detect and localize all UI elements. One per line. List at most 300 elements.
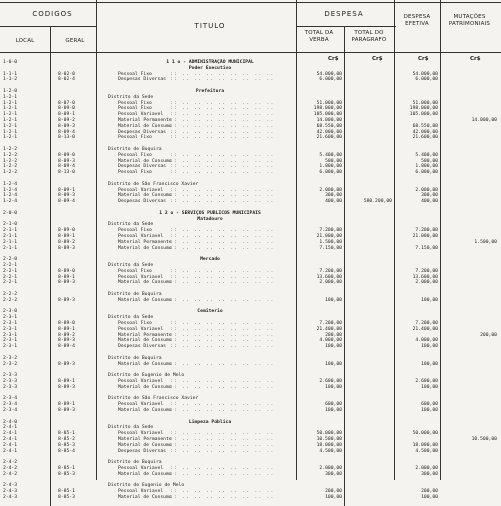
leader-dots: :: .. .. .. .. .. .. .. .. [170,448,275,454]
row-title: 1 2 o - SERVIÇOS PUBLICOS MUNICIPAIS [159,210,261,216]
code-local: 2-3-4 [3,408,18,413]
code-local: 2-4-1 [3,425,18,431]
code-geral: 8-89-2 [58,239,75,245]
total-verba-value: 100,00 [325,361,342,367]
despesa-efetiva-value: 2.000,00 [415,187,438,193]
row-title: Pessoal Variavel [118,187,164,193]
leader-dots: :: .. .. .. .. .. .. .. .. [170,71,275,77]
leader-dots: :: .. .. .. .. .. .. .. .. [170,361,275,367]
code-geral: 8-89-3 [58,297,75,303]
row-title: Material de Consumo [118,471,172,477]
code-local: 2-2-1 [3,263,18,268]
total-verba-value: 7.200,00 [319,268,342,274]
code-geral: 8-89-3 [58,408,75,413]
code-geral: 8-85-3 [58,495,75,500]
code-geral: 8-89-2 [58,332,75,338]
row-title: Material Permanente [118,239,172,245]
row-title: Distrito da Sede [108,315,154,321]
local-heading: LOCAL [15,38,35,44]
code-local: 2-3-1 [3,321,18,326]
leader-dots: :: .. .. .. .. .. .. .. .. [170,239,275,245]
row-title: Pessoal Fixo [118,152,152,158]
code-local: 2-3-2 [3,361,18,367]
total-verba-value: 2.000,00 [319,280,342,286]
code-local: 2-3-1 [3,332,18,338]
code-geral: 8-09-2 [58,118,75,123]
leader-dots: :: .. .. .. .. .. .. .. .. [170,245,275,251]
row-title: Pessoal Fixo [118,71,152,77]
leader-dots: :: .. .. .. .. .. .. .. .. [170,234,275,239]
code-local: 2-1-0 [3,222,18,228]
code-local: 1-1-1 [3,71,18,77]
leader-dots: :: .. .. .. .. .. .. .. .. [170,135,275,141]
code-local: 2-2-2 [3,297,18,303]
row-title: Pessoal Variavel [118,234,164,239]
row-title: Material Permanente [118,332,172,338]
code-local: 2-4-0 [3,419,18,425]
code-local: 2-1-1 [3,228,18,234]
leader-dots: :: .. .. .. .. .. .. .. .. [170,402,275,408]
leader-dots: :: .. .. .. .. .. .. .. .. [170,332,275,338]
row-title: Pessoal Variavel [118,466,164,471]
currency-mutacoes: Cr$ [470,56,481,62]
row-title: Pessoal Variavel [118,402,164,408]
total-verba-value: 100,00 [325,495,342,500]
total-verba-value: 14.000,00 [316,118,342,123]
code-geral: 8-89-3 [58,280,75,286]
despesa-efetiva-heading: DESPESA EFETIVA [403,14,431,27]
total-verba-value: 51.000,00 [316,100,342,106]
leader-dots: :: .. .. .. .. .. .. .. .. [170,123,275,129]
geral-heading: GERAL [65,38,85,44]
total-verba-value: 400,00 [325,199,342,205]
total-verba-value: 50.000,00 [316,431,342,437]
code-geral: 8-85-1 [58,431,75,437]
row-title: Pessoal Fixo [118,268,152,274]
row-title: Material de Consumo [118,442,172,448]
code-local: 2-1-1 [3,245,18,251]
leader-dots: :: .. .. .. .. .. .. .. .. [170,170,275,176]
code-local: 1-1-2 [3,77,18,83]
leader-dots: :: .. .. .. .. .. .. .. .. [170,129,275,135]
despesa-efetiva-value: 198.000,00 [409,106,438,112]
row-title: Material Permanente [118,437,172,442]
code-geral: 8-09-0 [58,106,75,112]
code-local: 1-2-1 [3,106,18,112]
leader-dots: :: .. .. .. .. .. .. .. .. [170,106,275,112]
code-local: 1-2-2 [3,147,18,152]
code-local: 2-3-1 [3,315,18,321]
code-local: 1-2-4 [3,187,18,193]
despesa-efetiva-value: 300,00 [421,471,438,477]
row-title: Despesas Diversas [118,448,166,454]
code-geral: 8-02-4 [58,77,75,83]
row-title: Pessoal Variavel [118,379,164,384]
header-top-rule [0,2,501,3]
leader-dots: :: .. .. .. .. .. .. .. .. [170,321,275,326]
despesa-efetiva-value: 54.000,00 [412,71,438,77]
currency-paragrafo: Cr$ [372,56,383,62]
row-title: Prefeitura [195,89,225,94]
leader-dots: :: .. .. .. .. .. .. .. .. [170,199,275,205]
despesa-efetiva-value: 300,00 [421,193,438,199]
despesa-efetiva-value: 5.400,00 [415,152,438,158]
despesa-efetiva-value: 13.600,00 [412,274,438,280]
code-local: 1-2-1 [3,118,18,123]
despesa-efetiva-value: 7.200,00 [415,228,438,234]
code-geral: 8-02-0 [58,71,75,77]
leader-dots: :: .. .. .. .. .. .. .. .. [170,193,275,199]
code-geral: 8-89-1 [58,402,75,408]
leader-dots: :: .. .. .. .. .. .. .. .. [170,158,275,164]
row-title: Pessoal Variavel [118,489,164,495]
leader-dots: :: .. .. .. .. .. .. .. .. [170,228,275,234]
row-title: Matadouro [197,216,223,222]
leader-dots: :: .. .. .. .. .. .. .. .. [170,297,275,303]
total-verba-value: 500,00 [325,158,342,164]
total-verba-value: 200,00 [325,332,342,338]
code-local: 1-2-1 [3,129,18,135]
despesa-efetiva-value: 7.200,00 [415,321,438,326]
total-verba-value: 600,00 [325,402,342,408]
code-local: 2-1-1 [3,234,18,239]
leader-dots: :: .. .. .. .. .. .. .. .. [170,326,275,332]
row-title: Material de Consumo [118,245,172,251]
row-title: Distrito de São Francisco Xavier [108,181,199,187]
row-title: Pessoal Fixo [118,100,152,106]
leader-dots: :: .. .. .. .. .. .. .. .. [170,118,275,123]
despesa-efetiva-value: 6.000,00 [415,77,438,83]
code-local: 2-4-1 [3,442,18,448]
codigos-subrule [0,26,96,27]
code-local: 2-1-1 [3,239,18,245]
code-local: 1-2-1 [3,123,18,129]
despesa-efetiva-value: 18.000,00 [412,442,438,448]
row-title: Pessoal Variavel [118,431,164,437]
row-title: Mercado [200,257,220,263]
total-verba-value: 42.000,00 [316,129,342,135]
leader-dots: :: .. .. .. .. .. .. .. .. [170,152,275,158]
table-row [0,495,501,501]
row-title: Pessoal Fixo [118,135,152,141]
despesa-efetiva-value: 200,00 [421,489,438,495]
total-paragrafo-value: 580.200,00 [363,199,392,205]
row-title: Material de Consumo [118,280,172,286]
code-local: 2-4-3 [3,489,18,495]
code-geral: 8-09-3 [58,158,75,164]
row-title: Distrito da Sede [108,222,154,228]
code-local: 2-3-3 [3,373,18,379]
code-geral: 8-09-4 [58,164,75,170]
row-title: Limpeza Pública [188,419,232,425]
code-local: 1-2-2 [3,158,18,164]
row-title: Distrito da Sede [108,94,154,100]
total-verba-value: 7.200,00 [319,228,342,234]
code-geral: 8-89-0 [58,268,75,274]
leader-dots: :: .. .. .. .. .. .. .. .. [170,274,275,280]
row-title: Distrito da Sede [108,263,154,268]
code-local: 1-2-1 [3,100,18,106]
currency-verba: Cr$ [328,56,339,62]
despesa-efetiva-value: 500,00 [421,158,438,164]
code-local: 2-3-4 [3,402,18,408]
code-local: 2-0-0 [3,210,18,216]
total-verba-value: 100,00 [325,344,342,350]
total-verba-value: 100,00 [325,408,342,413]
total-verba-value: 10.500,00 [316,437,342,442]
code-local: 2-2-1 [3,280,18,286]
despesa-efetiva-value: 100,00 [421,408,438,413]
total-verba-value: 54.000,00 [316,71,342,77]
leader-dots: :: .. .. .. .. .. .. .. .. [170,187,275,193]
row-title: Distrito de Buquira [108,355,162,361]
despesa-efetiva-value: 7.200,00 [415,268,438,274]
code-local: 2-4-2 [3,466,18,471]
row-title: Pessoal Fixo [118,228,152,234]
code-geral: 8-89-0 [58,228,75,234]
code-geral: 8-85-4 [58,448,75,454]
mutacoes-value: 200,00 [480,332,497,338]
codigos-heading: CODIGOS [32,10,73,18]
row-title: Material de Consumo [118,123,172,129]
row-title: Material Permanente [118,118,172,123]
code-geral: 8-07-0 [58,100,75,106]
code-geral: 8-13-0 [58,135,75,141]
currency-efetiva: Cr$ [418,56,429,62]
despesa-efetiva-value: 2.600,00 [415,379,438,384]
leader-dots: :: .. .. .. .. .. .. .. .. [170,489,275,495]
despesa-efetiva-value: 21.400,00 [412,326,438,332]
code-local: 2-2-2 [3,292,18,297]
code-local: 1-2-4 [3,193,18,199]
total-verba-value: 200,00 [325,489,342,495]
total-verba-value: 7.150,00 [319,245,342,251]
total-verba-value: 6.000,00 [319,170,342,176]
despesa-efetiva-value: 600,00 [421,402,438,408]
code-local: 2-2-1 [3,268,18,274]
despesa-efetiva-value: 42.000,00 [412,129,438,135]
leader-dots: :: .. .. .. .. .. .. .. .. [170,466,275,471]
row-title: Material de Consumo [118,361,172,367]
despesa-efetiva-value: 1.800,00 [415,164,438,170]
total-verba-heading: TOTAL DA VERBA [304,30,334,43]
leader-dots: :: .. .. .. .. .. .. .. .. [170,164,275,170]
row-title: Pessoal Variavel [118,326,164,332]
total-paragrafo-heading: TOTAL DO PARAGRAFO [351,30,387,43]
despesa-efetiva-value: 51.000,00 [412,100,438,106]
total-verba-value: 1.500,00 [319,239,342,245]
total-verba-value: 1.800,00 [319,164,342,170]
code-geral: 8-89-1 [58,274,75,280]
leader-dots: :: .. .. .. .. .. .. .. .. [170,112,275,118]
leader-dots: :: .. .. .. .. .. .. .. .. [170,471,275,477]
leader-dots: :: .. .. .. .. .. .. .. .. [170,280,275,286]
code-local: 1-2-2 [3,164,18,170]
despesa-efetiva-value: 21.000,00 [412,234,438,239]
code-geral: 8-89-3 [58,338,75,344]
code-geral: 8-85-1 [58,466,75,471]
despesa-efetiva-value: 100,00 [421,495,438,500]
despesa-efetiva-value: 4.000,00 [415,338,438,344]
mutacoes-value: 10.500,00 [471,437,497,442]
leader-dots: :: .. .. .. .. .. .. .. .. [170,408,275,413]
despesa-efetiva-value: 100,00 [421,297,438,303]
leader-dots: :: .. .. .. .. .. .. .. .. [170,437,275,442]
row-title: Distrito de Eugenio de Melo [108,483,185,489]
row-title: Material de Consumo [118,193,172,199]
leader-dots: :: .. .. .. .. .. .. .. .. [170,384,275,390]
code-local: 2-4-3 [3,483,18,489]
code-local: 1-0-0 [3,60,18,65]
leader-dots: :: .. .. .. .. .. .. .. .. [170,344,275,350]
total-verba-value: 2.000,00 [319,466,342,471]
despesa-heading: DESPESA [324,10,364,18]
header-bottom-rule [0,52,501,53]
despesa-efetiva-value: 2.000,00 [415,466,438,471]
code-geral: 8-09-4 [58,199,75,205]
total-verba-value: 100,00 [325,384,342,390]
despesa-subrule [296,26,396,27]
code-geral: 8-09-4 [58,129,75,135]
despesa-efetiva-value: 100,00 [421,384,438,390]
total-verba-value: 68.550,00 [316,123,342,129]
despesa-efetiva-value: 2.000,00 [415,280,438,286]
mutacoes-value: 1.500,00 [474,239,497,245]
code-geral: 8-85-2 [58,437,75,442]
code-local: 2-4-1 [3,448,18,454]
code-local: 2-4-1 [3,431,18,437]
code-local: 1-2-2 [3,152,18,158]
total-verba-value: 21.600,00 [316,135,342,141]
row-title: Pessoal Fixo [118,106,152,112]
leader-dots: :: .. .. .. .. .. .. .. .. [170,100,275,106]
code-geral: 8-85-3 [58,471,75,477]
total-verba-value: 2.600,00 [319,379,342,384]
row-title: Material de Consumo [118,338,172,344]
row-title: Despesas Diversas [118,77,166,83]
despesa-efetiva-value: 7.150,00 [415,245,438,251]
code-geral: 8-85-3 [58,442,75,448]
code-local: 2-3-3 [3,384,18,390]
row-title: Distrito de Eugenio de Melo [108,373,185,379]
total-verba-value: 5.400,00 [319,152,342,158]
total-verba-value: 300,00 [325,193,342,199]
total-verba-value: 2.000,00 [319,187,342,193]
despesa-efetiva-value: 21.600,00 [412,135,438,141]
code-local: 1-2-1 [3,135,18,141]
row-title: Despesas Diversas [118,164,166,170]
code-local: 1-2-4 [3,199,18,205]
leader-dots: :: .. .. .. .. .. .. .. .. [170,442,275,448]
row-title: Despesas Diversas [118,344,166,350]
leader-dots: :: .. .. .. .. .. .. .. .. [170,338,275,344]
total-verba-value: 300,00 [325,471,342,477]
code-local: 2-3-4 [3,396,18,402]
despesa-efetiva-value: 100,00 [421,344,438,350]
row-title: Material de Consumo [118,297,172,303]
total-verba-value: 7.200,00 [319,321,342,326]
code-geral: 8-09-3 [58,123,75,129]
leader-dots: :: .. .. .. .. .. .. .. .. [170,379,275,384]
row-title: Distrito de São Francisco Xavier [108,396,199,402]
code-geral: 8-89-0 [58,321,75,326]
leader-dots: :: .. .. .. .. .. .. .. .. [170,495,275,500]
total-verba-value: 21.000,00 [316,234,342,239]
despesa-efetiva-value: 4.500,00 [415,448,438,454]
code-local: 2-3-1 [3,326,18,332]
row-title: Distrito de Buquira [108,460,162,466]
total-verba-value: 6.000,00 [319,77,342,83]
despesa-efetiva-value: 68.550,00 [412,123,438,129]
row-title: Material de Consumo [118,384,172,390]
code-local: 1-2-2 [3,170,18,176]
row-title: Pessoal Fixo [118,170,152,176]
total-verba-value: 13.600,00 [316,274,342,280]
code-local: 1-2-4 [3,181,18,187]
code-geral: 8-85-1 [58,489,75,495]
despesa-efetiva-value: 400,00 [421,199,438,205]
row-title: Cemiterio [197,309,223,315]
total-verba-value: 4.000,00 [319,338,342,344]
code-local: 2-3-3 [3,379,18,384]
total-verba-value: 18.000,00 [316,442,342,448]
row-title: Material de Consumo [118,495,172,500]
row-title: Material de Consumo [118,158,172,164]
code-local: 2-2-1 [3,274,18,280]
leader-dots: :: .. .. .. .. .. .. .. .. [170,431,275,437]
row-title: Pessoal Variavel [118,112,164,118]
row-title: Pessoal Fixo [118,321,152,326]
code-geral: 8-89-3 [58,245,75,251]
row-title: Distrito da Sede [108,425,154,431]
code-local: 2-3-0 [3,309,18,315]
code-geral: 8-09-1 [58,187,75,193]
total-verba-value: 100,00 [325,297,342,303]
leader-dots: :: .. .. .. .. .. .. .. .. [170,77,275,83]
total-verba-value: 198.000,00 [313,106,342,112]
row-title: Pessoal Variavel [118,274,164,280]
code-geral: 8-13-0 [58,170,75,176]
mutacoes-heading: MUTAÇÕES PATRIMONIAIS [448,14,491,27]
row-title: Poder Executivo [188,65,232,71]
row-title: Despesas Diversas [118,129,166,135]
code-local: 1-2-1 [3,112,18,118]
despesa-efetiva-value: 50.000,00 [412,431,438,437]
despesa-efetiva-value: 105.000,00 [409,112,438,118]
row-title: Despesas Diversas [118,199,166,205]
row-title: 1 1 o - ADMINISTRAÇÃO MUNICIPAL [166,60,254,65]
code-geral: 8-09-0 [58,152,75,158]
code-local: 2-4-2 [3,460,18,466]
code-local: 2-2-0 [3,257,18,263]
code-geral: 8-89-1 [58,234,75,239]
code-local: 2-3-2 [3,355,18,361]
despesa-efetiva-value: 6.000,00 [415,170,438,176]
row-title: Distrito de Buquira [108,147,162,152]
code-geral: 8-09-1 [58,112,75,118]
code-local: 2-4-3 [3,495,18,500]
total-verba-value: 21.400,00 [316,326,342,332]
code-local: 2-4-1 [3,437,18,442]
leader-dots: :: .. .. .. .. .. .. .. .. [170,268,275,274]
code-geral: 8-89-1 [58,379,75,384]
code-geral: 8-09-3 [58,193,75,199]
code-local: 1-2-1 [3,94,18,100]
code-geral: 8-89-3 [58,361,75,367]
code-local: 2-4-2 [3,471,18,477]
code-geral: 8-89-1 [58,326,75,332]
mutacoes-value: 14.000,00 [471,118,497,123]
